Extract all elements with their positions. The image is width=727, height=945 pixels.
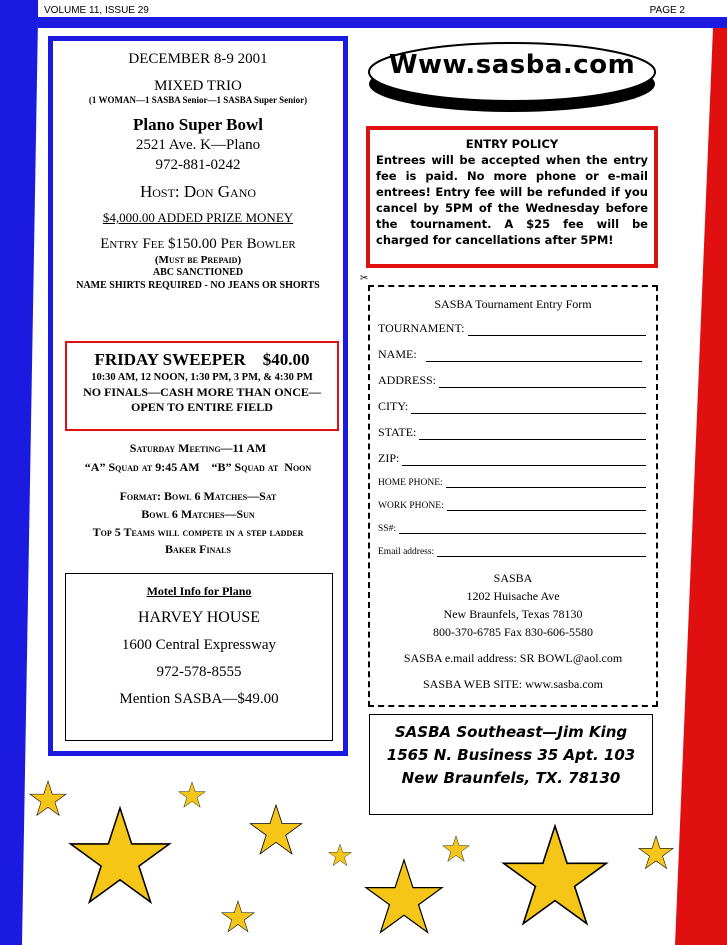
star-icon bbox=[329, 844, 352, 866]
star-icon bbox=[504, 826, 607, 924]
field-email bbox=[378, 544, 646, 557]
mail-to-address bbox=[370, 569, 656, 693]
squad-times: “A” Squad at 9:45 AM “B” Squad at Noon bbox=[84, 460, 312, 474]
policy-title: ENTRY POLICY bbox=[465, 137, 559, 151]
venue-phone: 972-881-0242 bbox=[155, 157, 241, 173]
sweeper-line1: NO FINALS—CASH MORE THAN ONCE— bbox=[83, 385, 321, 399]
form-title: SASBA Tournament Entry Form bbox=[434, 297, 592, 311]
mail-web: SASBA WEB SITE: www.sasba.com bbox=[423, 677, 603, 691]
southeast-line1: SASBA Southeast—Jim King bbox=[394, 723, 628, 741]
star-icon bbox=[366, 860, 442, 932]
sweeper-box bbox=[65, 341, 339, 431]
stars-decoration bbox=[0, 760, 727, 945]
name-label: NAME: bbox=[378, 347, 417, 361]
venue-address: 2521 Ave. K—Plano bbox=[135, 137, 261, 153]
field-home-phone bbox=[378, 475, 646, 488]
entry-fee: Entry Fee $150.00 Per Bowler bbox=[100, 236, 296, 252]
star-icon bbox=[250, 805, 301, 854]
prepaid-note: (Must be Prepaid) bbox=[154, 254, 242, 266]
website-banner[interactable]: Www.sasba.com bbox=[388, 50, 636, 80]
motel-street: 1600 Central Expressway bbox=[121, 637, 277, 653]
home-phone-input[interactable] bbox=[446, 475, 646, 488]
southeast-line3: New Braunfels, TX. 78130 bbox=[401, 769, 621, 787]
format-sun: Bowl 6 Matches—Sun bbox=[141, 507, 255, 521]
field-work-phone bbox=[378, 498, 646, 511]
host: Host: Don Gano bbox=[139, 182, 257, 201]
tournament-input[interactable] bbox=[468, 323, 646, 336]
motel-phone: 972-578-8555 bbox=[156, 664, 242, 680]
star-icon bbox=[30, 781, 66, 815]
tournament-card bbox=[48, 36, 348, 756]
field-tournament bbox=[378, 321, 646, 336]
mail-city: New Braunfels, Texas 78130 bbox=[443, 607, 583, 621]
entry-form bbox=[368, 285, 658, 707]
motel-name: HARVEY HOUSE bbox=[137, 609, 261, 626]
saturday-meeting: Saturday Meeting—11 AM bbox=[129, 441, 267, 455]
email-input[interactable] bbox=[437, 544, 646, 557]
mail-org: SASBA bbox=[493, 571, 533, 585]
address-label: ADDRESS: bbox=[378, 373, 437, 387]
top5-note: Top 5 Teams will compete in a step ladder bbox=[92, 525, 304, 539]
tournament-label: TOURNAMENT: bbox=[378, 321, 465, 335]
star-icon bbox=[639, 836, 673, 869]
email-label: Email address: bbox=[378, 547, 435, 557]
field-city bbox=[378, 399, 646, 414]
star-icon bbox=[71, 808, 170, 902]
star-icon bbox=[179, 782, 206, 807]
zip-input[interactable] bbox=[402, 453, 646, 466]
city-input[interactable] bbox=[411, 401, 646, 414]
city-label: CITY: bbox=[378, 399, 409, 413]
work-phone-input[interactable] bbox=[447, 498, 646, 511]
prize-money: $4,000.00 ADDED PRIZE MONEY bbox=[102, 210, 294, 225]
shirts-note: NAME SHIRTS REQUIRED - NO JEANS OR SHORTS bbox=[76, 280, 320, 291]
event-type: MIXED TRIO bbox=[154, 78, 242, 94]
page-header bbox=[40, 0, 687, 21]
state-input[interactable] bbox=[419, 427, 646, 440]
event-date: DECEMBER 8-9 2001 bbox=[128, 51, 268, 67]
state-label: STATE: bbox=[378, 425, 417, 439]
field-name bbox=[378, 347, 646, 362]
zip-label: ZIP: bbox=[378, 451, 400, 465]
home-phone-label: HOME PHONE: bbox=[378, 478, 443, 488]
star-icon bbox=[443, 836, 470, 861]
address-input[interactable] bbox=[439, 375, 646, 388]
work-phone-label: WORK PHONE: bbox=[378, 501, 444, 511]
format-sat: Format: Bowl 6 Matches—Sat bbox=[119, 489, 277, 503]
volume-issue: VOLUME 11, ISSUE 29 bbox=[44, 5, 149, 16]
star-icon bbox=[222, 901, 254, 932]
motel-heading: Motel Info for Plano bbox=[146, 584, 252, 598]
page-number: PAGE 2 bbox=[649, 5, 685, 16]
mail-phones: 800-370-6785 Fax 830-606-5580 bbox=[433, 625, 593, 639]
motel-box bbox=[65, 573, 333, 741]
entry-policy-box bbox=[366, 126, 658, 268]
field-ss bbox=[378, 521, 646, 534]
ss-input[interactable] bbox=[399, 521, 646, 534]
motel-rate: Mention SASBA—$49.00 bbox=[119, 691, 279, 707]
policy-body: Entrees will be accepted when the entry fee is paid. No more phone or e-mail entrees! Entry fee will be refunded if you cancel by 5PM of the Wednesday before the tournament. A $25 fee will be charged for cancellations after 5PM! bbox=[376, 153, 648, 247]
ss-label: SS#: bbox=[378, 524, 396, 534]
sweeper-times: 10:30 AM, 12 NOON, 1:30 PM, 3 PM, & 4:30 PM bbox=[91, 372, 313, 383]
field-address bbox=[378, 373, 646, 388]
name-input[interactable] bbox=[426, 349, 642, 362]
event-composition: (1 WOMAN—1 SASBA Senior—1 SASBA Super Senior) bbox=[88, 95, 308, 105]
scissors-icon: ✂ bbox=[360, 273, 369, 284]
mail-email: SASBA e.mail address: SR BOWL@aol.com bbox=[403, 651, 623, 665]
venue-name: Plano Super Bowl bbox=[132, 115, 264, 134]
sweeper-line2: OPEN TO ENTIRE FIELD bbox=[131, 400, 273, 414]
field-state bbox=[378, 425, 646, 440]
mail-street: 1202 Huisache Ave bbox=[466, 589, 560, 603]
sweeper-title: FRIDAY SWEEPER $40.00 bbox=[94, 350, 310, 369]
southeast-line2: 1565 N. Business 35 Apt. 103 bbox=[386, 746, 636, 764]
baker-finals: Baker Finals bbox=[165, 542, 231, 556]
field-zip bbox=[378, 451, 646, 466]
sanctioned-note: ABC SANCTIONED bbox=[152, 267, 244, 278]
